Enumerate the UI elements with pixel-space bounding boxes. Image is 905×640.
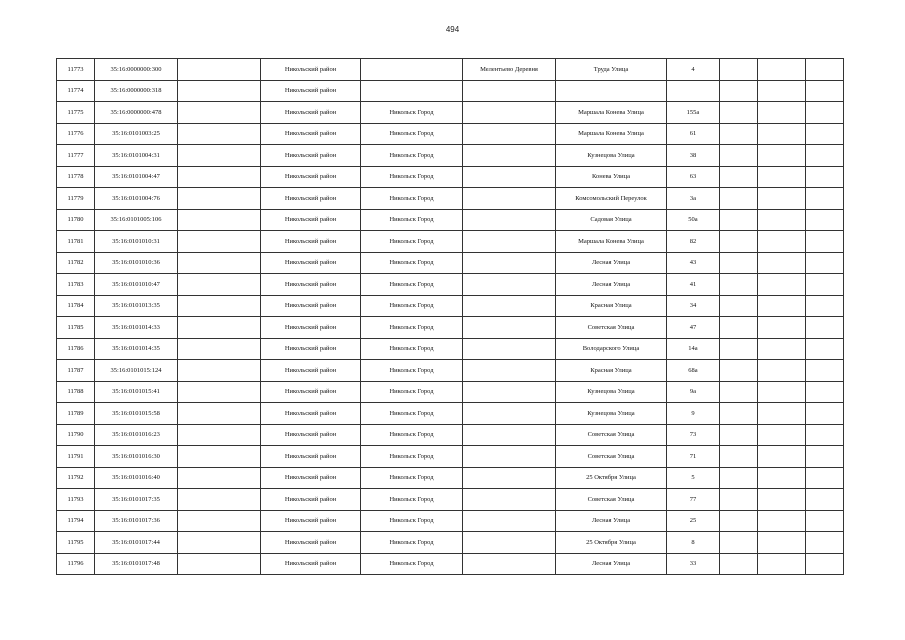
- table-row: [57, 274, 844, 296]
- street-cell: Советская Улица: [556, 446, 667, 468]
- district-cell: Никольский район: [261, 59, 361, 81]
- village-cell: [463, 446, 556, 468]
- house-number-cell: 77: [667, 489, 720, 511]
- house-number-cell: 33: [667, 553, 720, 575]
- row-number-cell: 11781: [57, 231, 95, 253]
- empty-cell: [806, 403, 844, 425]
- cadastral-number-cell: 35:16:0101015:124: [95, 360, 178, 382]
- table-row: [57, 317, 844, 339]
- village-cell: [463, 252, 556, 274]
- cadastral-number-cell: 35:16:0101004:47: [95, 166, 178, 188]
- empty-cell: [758, 446, 806, 468]
- empty-cell: [178, 123, 261, 145]
- village-cell: [463, 381, 556, 403]
- house-number-cell: [667, 80, 720, 102]
- table-row: [57, 532, 844, 554]
- house-number-cell: 34: [667, 295, 720, 317]
- cadastral-number-cell: 35:16:0101005:106: [95, 209, 178, 231]
- cadastral-number-cell: 35:16:0101017:44: [95, 532, 178, 554]
- city-cell: Никольск Город: [361, 489, 463, 511]
- street-cell: Садовая Улица: [556, 209, 667, 231]
- table-row: [57, 123, 844, 145]
- district-cell: Никольский район: [261, 532, 361, 554]
- table-row: [57, 166, 844, 188]
- district-cell: Никольский район: [261, 166, 361, 188]
- empty-cell: [758, 467, 806, 489]
- table-row: [57, 381, 844, 403]
- street-cell: Маршала Конева Улица: [556, 231, 667, 253]
- cadastral-number-cell: 35:16:0101010:47: [95, 274, 178, 296]
- table-row: [57, 446, 844, 468]
- street-cell: [556, 80, 667, 102]
- empty-cell: [806, 510, 844, 532]
- empty-cell: [178, 467, 261, 489]
- cadastral-number-cell: 35:16:0101010:31: [95, 231, 178, 253]
- street-cell: Советская Улица: [556, 317, 667, 339]
- city-cell: Никольск Город: [361, 532, 463, 554]
- empty-cell: [758, 532, 806, 554]
- empty-cell: [758, 209, 806, 231]
- village-cell: [463, 338, 556, 360]
- empty-cell: [178, 532, 261, 554]
- city-cell: Никольск Город: [361, 317, 463, 339]
- empty-cell: [758, 188, 806, 210]
- district-cell: Никольский район: [261, 403, 361, 425]
- empty-cell: [758, 338, 806, 360]
- empty-cell: [758, 553, 806, 575]
- city-cell: Никольск Город: [361, 209, 463, 231]
- table-row: [57, 510, 844, 532]
- empty-cell: [758, 166, 806, 188]
- empty-cell: [720, 123, 758, 145]
- row-number-cell: 11783: [57, 274, 95, 296]
- table-row: [57, 209, 844, 231]
- district-cell: Никольский район: [261, 231, 361, 253]
- district-cell: Никольский район: [261, 123, 361, 145]
- village-cell: [463, 123, 556, 145]
- empty-cell: [720, 381, 758, 403]
- empty-cell: [720, 295, 758, 317]
- empty-cell: [806, 274, 844, 296]
- house-number-cell: 38: [667, 145, 720, 167]
- village-cell: [463, 274, 556, 296]
- row-number-cell: 11790: [57, 424, 95, 446]
- empty-cell: [806, 188, 844, 210]
- cadastral-number-cell: 35:16:0101015:41: [95, 381, 178, 403]
- village-cell: [463, 145, 556, 167]
- village-cell: [463, 467, 556, 489]
- empty-cell: [178, 102, 261, 124]
- empty-cell: [758, 145, 806, 167]
- table-row: [57, 338, 844, 360]
- street-cell: 25 Октября Улица: [556, 532, 667, 554]
- empty-cell: [806, 59, 844, 81]
- empty-cell: [178, 553, 261, 575]
- row-number-cell: 11794: [57, 510, 95, 532]
- empty-cell: [178, 274, 261, 296]
- table-row: [57, 252, 844, 274]
- cadastral-number-cell: 35:16:0101013:35: [95, 295, 178, 317]
- village-cell: [463, 209, 556, 231]
- village-cell: [463, 188, 556, 210]
- empty-cell: [720, 489, 758, 511]
- empty-cell: [178, 59, 261, 81]
- district-cell: Никольский район: [261, 338, 361, 360]
- village-cell: [463, 489, 556, 511]
- district-cell: Никольский район: [261, 360, 361, 382]
- city-cell: [361, 80, 463, 102]
- empty-cell: [178, 252, 261, 274]
- city-cell: Никольск Город: [361, 274, 463, 296]
- empty-cell: [758, 510, 806, 532]
- cadastral-number-cell: 35:16:0101014:33: [95, 317, 178, 339]
- empty-cell: [720, 274, 758, 296]
- empty-cell: [178, 360, 261, 382]
- empty-cell: [178, 145, 261, 167]
- village-cell: [463, 80, 556, 102]
- cadastral-number-cell: 35:16:0000000:478: [95, 102, 178, 124]
- empty-cell: [178, 166, 261, 188]
- city-cell: Никольск Город: [361, 166, 463, 188]
- empty-cell: [806, 145, 844, 167]
- village-cell: [463, 532, 556, 554]
- cadastral-number-cell: 35:16:0101003:25: [95, 123, 178, 145]
- house-number-cell: 9: [667, 403, 720, 425]
- empty-cell: [806, 295, 844, 317]
- empty-cell: [720, 166, 758, 188]
- table-row: [57, 489, 844, 511]
- street-cell: Кузнецова Улица: [556, 145, 667, 167]
- row-number-cell: 11793: [57, 489, 95, 511]
- empty-cell: [178, 403, 261, 425]
- house-number-cell: 68а: [667, 360, 720, 382]
- empty-cell: [758, 102, 806, 124]
- district-cell: Никольский район: [261, 489, 361, 511]
- empty-cell: [806, 553, 844, 575]
- row-number-cell: 11774: [57, 80, 95, 102]
- table-body: [57, 59, 844, 575]
- empty-cell: [806, 166, 844, 188]
- cadastral-number-cell: 35:16:0101017:48: [95, 553, 178, 575]
- table-row: [57, 360, 844, 382]
- table-row: [57, 231, 844, 253]
- district-cell: Никольский район: [261, 209, 361, 231]
- empty-cell: [720, 360, 758, 382]
- empty-cell: [178, 424, 261, 446]
- district-cell: Никольский район: [261, 102, 361, 124]
- empty-cell: [806, 424, 844, 446]
- cadastral-number-cell: 35:16:0101004:31: [95, 145, 178, 167]
- house-number-cell: 5: [667, 467, 720, 489]
- empty-cell: [178, 231, 261, 253]
- house-number-cell: 25: [667, 510, 720, 532]
- district-cell: Никольский район: [261, 424, 361, 446]
- house-number-cell: 71: [667, 446, 720, 468]
- empty-cell: [758, 80, 806, 102]
- city-cell: Никольск Город: [361, 188, 463, 210]
- empty-cell: [806, 102, 844, 124]
- village-cell: [463, 166, 556, 188]
- empty-cell: [720, 102, 758, 124]
- street-cell: Комсомольский Переулок: [556, 188, 667, 210]
- house-number-cell: 8: [667, 532, 720, 554]
- cadastral-number-cell: 35:16:0101016:40: [95, 467, 178, 489]
- house-number-cell: 4: [667, 59, 720, 81]
- empty-cell: [806, 446, 844, 468]
- empty-cell: [806, 80, 844, 102]
- street-cell: Красная Улица: [556, 360, 667, 382]
- street-cell: Советская Улица: [556, 424, 667, 446]
- city-cell: Никольск Город: [361, 102, 463, 124]
- empty-cell: [720, 553, 758, 575]
- empty-cell: [758, 424, 806, 446]
- cadastral-number-cell: 35:16:0101004:76: [95, 188, 178, 210]
- empty-cell: [720, 145, 758, 167]
- row-number-cell: 11787: [57, 360, 95, 382]
- district-cell: Никольский район: [261, 381, 361, 403]
- empty-cell: [758, 123, 806, 145]
- district-cell: Никольский район: [261, 252, 361, 274]
- district-cell: Никольский район: [261, 274, 361, 296]
- village-cell: Мелентьево Деревня: [463, 59, 556, 81]
- city-cell: [361, 59, 463, 81]
- row-number-cell: 11773: [57, 59, 95, 81]
- street-cell: Маршала Конева Улица: [556, 102, 667, 124]
- empty-cell: [806, 489, 844, 511]
- city-cell: Никольск Город: [361, 231, 463, 253]
- street-cell: Труда Улица: [556, 59, 667, 81]
- empty-cell: [178, 317, 261, 339]
- village-cell: [463, 424, 556, 446]
- row-number-cell: 11792: [57, 467, 95, 489]
- empty-cell: [720, 424, 758, 446]
- table-row: [57, 295, 844, 317]
- village-cell: [463, 510, 556, 532]
- table-row: [57, 467, 844, 489]
- row-number-cell: 11795: [57, 532, 95, 554]
- city-cell: Никольск Город: [361, 338, 463, 360]
- empty-cell: [720, 188, 758, 210]
- village-cell: [463, 102, 556, 124]
- city-cell: Никольск Город: [361, 252, 463, 274]
- empty-cell: [720, 338, 758, 360]
- cadastral-number-cell: 35:16:0101017:36: [95, 510, 178, 532]
- empty-cell: [806, 123, 844, 145]
- city-cell: Никольск Город: [361, 123, 463, 145]
- house-number-cell: 50а: [667, 209, 720, 231]
- empty-cell: [720, 403, 758, 425]
- empty-cell: [806, 381, 844, 403]
- empty-cell: [178, 381, 261, 403]
- house-number-cell: 14а: [667, 338, 720, 360]
- house-number-cell: 155а: [667, 102, 720, 124]
- district-cell: Никольский район: [261, 317, 361, 339]
- village-cell: [463, 231, 556, 253]
- table-row: [57, 553, 844, 575]
- empty-cell: [720, 252, 758, 274]
- street-cell: Володарского Улица: [556, 338, 667, 360]
- empty-cell: [720, 59, 758, 81]
- table-row: [57, 188, 844, 210]
- cadastral-number-cell: 35:16:0101014:35: [95, 338, 178, 360]
- city-cell: Никольск Город: [361, 424, 463, 446]
- cadastral-number-cell: 35:16:0101017:35: [95, 489, 178, 511]
- village-cell: [463, 295, 556, 317]
- empty-cell: [758, 252, 806, 274]
- row-number-cell: 11786: [57, 338, 95, 360]
- row-number-cell: 11784: [57, 295, 95, 317]
- empty-cell: [806, 252, 844, 274]
- city-cell: Никольск Город: [361, 295, 463, 317]
- city-cell: Никольск Город: [361, 145, 463, 167]
- cadastral-number-cell: 35:16:0101016:30: [95, 446, 178, 468]
- street-cell: Конева Улица: [556, 166, 667, 188]
- empty-cell: [178, 489, 261, 511]
- city-cell: Никольск Город: [361, 360, 463, 382]
- street-cell: 25 Октября Улица: [556, 467, 667, 489]
- empty-cell: [806, 360, 844, 382]
- empty-cell: [758, 295, 806, 317]
- empty-cell: [720, 80, 758, 102]
- table-row: [57, 145, 844, 167]
- district-cell: Никольский район: [261, 553, 361, 575]
- row-number-cell: 11777: [57, 145, 95, 167]
- village-cell: [463, 317, 556, 339]
- house-number-cell: 9а: [667, 381, 720, 403]
- row-number-cell: 11776: [57, 123, 95, 145]
- house-number-cell: 73: [667, 424, 720, 446]
- village-cell: [463, 360, 556, 382]
- cadastral-number-cell: 35:16:0101010:36: [95, 252, 178, 274]
- district-cell: Никольский район: [261, 467, 361, 489]
- row-number-cell: 11789: [57, 403, 95, 425]
- city-cell: Никольск Город: [361, 403, 463, 425]
- empty-cell: [720, 317, 758, 339]
- empty-cell: [720, 231, 758, 253]
- empty-cell: [720, 209, 758, 231]
- cadastral-number-cell: 35:16:0101016:23: [95, 424, 178, 446]
- district-cell: Никольский район: [261, 145, 361, 167]
- city-cell: Никольск Город: [361, 381, 463, 403]
- village-cell: [463, 553, 556, 575]
- empty-cell: [758, 360, 806, 382]
- table-row: [57, 424, 844, 446]
- empty-cell: [758, 381, 806, 403]
- empty-cell: [758, 317, 806, 339]
- empty-cell: [178, 510, 261, 532]
- district-cell: Никольский район: [261, 510, 361, 532]
- district-cell: Никольский район: [261, 295, 361, 317]
- empty-cell: [758, 231, 806, 253]
- district-cell: Никольский район: [261, 188, 361, 210]
- row-number-cell: 11788: [57, 381, 95, 403]
- empty-cell: [758, 403, 806, 425]
- row-number-cell: 11785: [57, 317, 95, 339]
- street-cell: Советская Улица: [556, 489, 667, 511]
- street-cell: Лесная Улица: [556, 510, 667, 532]
- street-cell: Красная Улица: [556, 295, 667, 317]
- empty-cell: [806, 467, 844, 489]
- empty-cell: [178, 80, 261, 102]
- cadastral-number-cell: 35:16:0000000:300: [95, 59, 178, 81]
- table-row: [57, 59, 844, 81]
- empty-cell: [806, 317, 844, 339]
- empty-cell: [178, 295, 261, 317]
- empty-cell: [758, 59, 806, 81]
- table-row: [57, 80, 844, 102]
- house-number-cell: 47: [667, 317, 720, 339]
- street-cell: Лесная Улица: [556, 274, 667, 296]
- house-number-cell: 3а: [667, 188, 720, 210]
- street-cell: Маршала Конева Улица: [556, 123, 667, 145]
- street-cell: Кузнецова Улица: [556, 403, 667, 425]
- empty-cell: [720, 510, 758, 532]
- row-number-cell: 11782: [57, 252, 95, 274]
- empty-cell: [806, 209, 844, 231]
- cadastral-number-cell: 35:16:0101015:58: [95, 403, 178, 425]
- empty-cell: [720, 467, 758, 489]
- district-cell: Никольский район: [261, 446, 361, 468]
- empty-cell: [720, 446, 758, 468]
- empty-cell: [806, 532, 844, 554]
- empty-cell: [178, 209, 261, 231]
- house-number-cell: 63: [667, 166, 720, 188]
- village-cell: [463, 403, 556, 425]
- table-row: [57, 102, 844, 124]
- empty-cell: [720, 532, 758, 554]
- empty-cell: [758, 489, 806, 511]
- city-cell: Никольск Город: [361, 467, 463, 489]
- row-number-cell: 11791: [57, 446, 95, 468]
- house-number-cell: 61: [667, 123, 720, 145]
- empty-cell: [758, 274, 806, 296]
- row-number-cell: 11780: [57, 209, 95, 231]
- street-cell: Лесная Улица: [556, 252, 667, 274]
- city-cell: Никольск Город: [361, 553, 463, 575]
- empty-cell: [806, 231, 844, 253]
- house-number-cell: 41: [667, 274, 720, 296]
- cadastral-number-cell: 35:16:0000000:318: [95, 80, 178, 102]
- table-row: [57, 403, 844, 425]
- row-number-cell: 11778: [57, 166, 95, 188]
- page-number: 494: [445, 25, 460, 34]
- empty-cell: [178, 446, 261, 468]
- district-cell: Никольский район: [261, 80, 361, 102]
- empty-cell: [178, 338, 261, 360]
- city-cell: Никольск Город: [361, 510, 463, 532]
- house-number-cell: 82: [667, 231, 720, 253]
- house-number-cell: 43: [667, 252, 720, 274]
- street-cell: Кузнецова Улица: [556, 381, 667, 403]
- row-number-cell: 11779: [57, 188, 95, 210]
- row-number-cell: 11775: [57, 102, 95, 124]
- city-cell: Никольск Город: [361, 446, 463, 468]
- property-registry-table: [56, 58, 844, 575]
- street-cell: Лесная Улица: [556, 553, 667, 575]
- row-number-cell: 11796: [57, 553, 95, 575]
- empty-cell: [178, 188, 261, 210]
- empty-cell: [806, 338, 844, 360]
